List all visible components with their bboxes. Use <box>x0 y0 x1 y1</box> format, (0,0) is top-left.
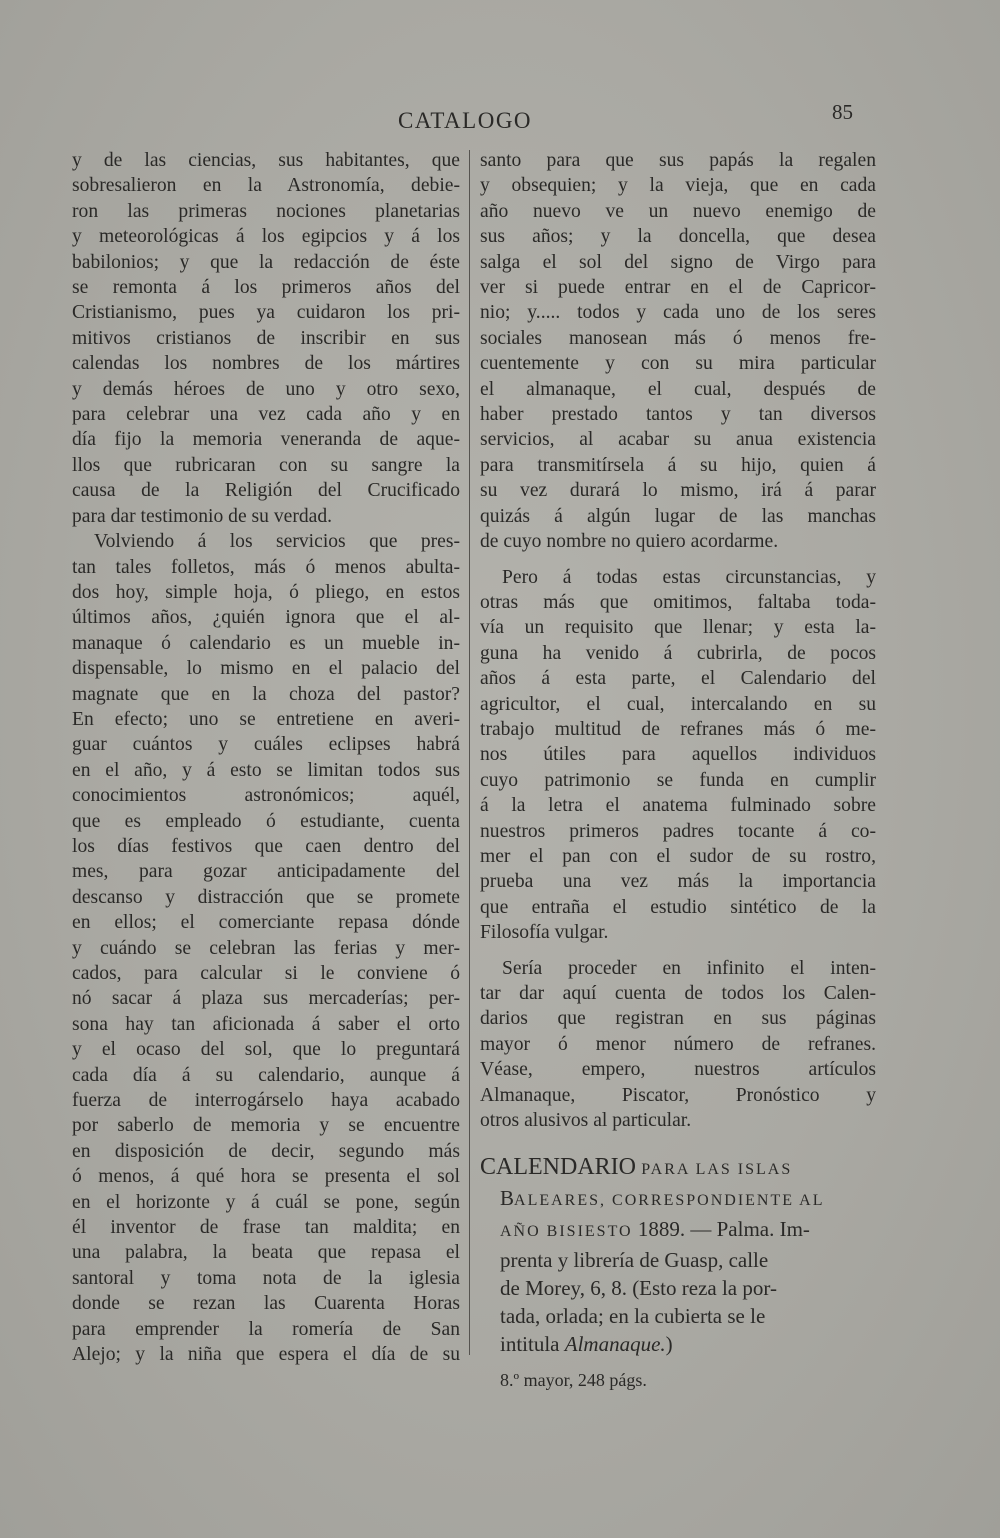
entry-italic: Almanaque. <box>564 1332 666 1357</box>
text-line: y meteorológicas á los egipcios y á los <box>72 226 460 248</box>
text-line: y el ocaso del sol, que lo preguntará <box>72 1039 460 1061</box>
text-line: sociales manosean más ó menos fre- <box>480 327 876 349</box>
page-number: 85 <box>832 100 853 124</box>
text-line: servicios, al acabar su anua existencia <box>480 429 876 451</box>
paragraph <box>480 565 876 946</box>
text-line: santo para que sus papás la regalen <box>480 150 876 171</box>
text-line: quizás á algún lugar de las manchas <box>480 505 876 527</box>
text-line: y cuándo se celebran las ferias y mer- <box>72 937 460 959</box>
entry-small-caps: AÑO BISIESTO <box>500 1223 633 1241</box>
text-line: Sería proceder en infinito el inten- <box>502 957 876 979</box>
text-line: Volviendo á los servicios que pres- <box>94 531 460 553</box>
text-line: el almanaque, el cual, después de <box>480 378 876 400</box>
entry-text: ) <box>665 1332 673 1357</box>
entry-text: prenta y librería de Guasp, calle <box>500 1248 769 1273</box>
text-line: mitivos cristianos de inscribir en sus <box>72 327 460 349</box>
text-line: santoral y toma nota de la iglesia <box>72 1267 460 1289</box>
text-line: para emprender la romería de San <box>72 1318 460 1340</box>
text-line: manaque ó calendario es un mueble in- <box>72 632 460 654</box>
column-divider <box>469 150 470 1355</box>
text-line: causa de la Religión del Crucificado <box>72 480 460 502</box>
text-line: cada día á su calendario, aunque á <box>72 1064 460 1086</box>
text-line: sobresalieron en la Astronomía, debie- <box>72 175 460 197</box>
left-column <box>72 148 460 1368</box>
text-line: donde se rezan las Cuarenta Horas <box>72 1293 460 1315</box>
entry-small-caps-initial: B <box>500 1186 515 1211</box>
text-line: calendas los nombres de los mártires <box>72 353 460 375</box>
text-line: ron las primeras nociones planetarias <box>72 200 460 222</box>
text-line: de cuyo nombre no quiero acordarme. <box>480 531 779 553</box>
text-line: que es empleado ó estudiante, cuenta <box>72 810 460 832</box>
text-line: babilonios; y que la redacción de éste <box>72 251 460 273</box>
text-line: trabajo multitud de refranes más ó me- <box>480 718 876 740</box>
text-line: salga el sol del signo de Virgo para <box>480 251 876 273</box>
text-line: día fijo la memoria veneranda de aque- <box>72 429 460 451</box>
paragraph <box>72 529 460 1367</box>
text-line: mayor ó menor número de refranes. <box>480 1033 876 1055</box>
text-line: en el año, y á esto se limitan todos sus <box>72 759 460 781</box>
text-line: guna ha venido á cubrirla, de pocos <box>480 642 876 664</box>
text-line: y de las ciencias, sus habitantes, que <box>72 150 460 171</box>
text-line: dispensable, lo mismo en el palacio del <box>72 658 460 680</box>
text-line: los días festivos que caen dentro del <box>72 835 460 857</box>
text-line: nó sacar á plaza sus mercaderías; per- <box>72 988 460 1010</box>
entry-small-caps: PARA LAS ISLAS <box>641 1161 793 1179</box>
text-line: darios que registran en sus páginas <box>480 1008 876 1030</box>
text-line: dos hoy, simple hoja, ó pliego, en estos <box>72 581 460 603</box>
text-line: para transmitírsela á su hijo, quien á <box>480 454 876 476</box>
text-line: una palabra, la beata que repasa el <box>72 1242 460 1264</box>
text-line: llos que rubricaran con su sangre la <box>72 454 460 476</box>
text-line: otras más que omitimos, faltaba toda- <box>480 591 876 613</box>
entry-text: intitula <box>500 1332 560 1357</box>
text-line: Alejo; y la niña que espera el día de su <box>72 1344 460 1366</box>
text-line: haber prestado tantos y tan diversos <box>480 404 876 426</box>
right-column <box>480 148 876 1394</box>
text-line: años á esta parte, el Calendario del <box>480 668 876 690</box>
text-line: y obsequien; y la vieja, que en cada <box>480 175 876 197</box>
entry-text: de Morey, 6, 8. (Esto reza la por- <box>500 1276 777 1301</box>
entry-text: tada, orlada; en la cubierta se le <box>500 1304 766 1329</box>
text-line: vía un requisito que llenar; y esta la- <box>480 617 876 639</box>
text-line: cuentemente y con su mira particular <box>480 353 876 375</box>
entry-text: 1889. — Palma. Im- <box>637 1217 810 1242</box>
running-head: CATALOGO <box>397 108 533 133</box>
text-line: En efecto; uno se entretiene en averi- <box>72 708 460 730</box>
text-line: ó menos, á qué hora se presenta el sol <box>72 1166 460 1188</box>
text-line: nos útiles para aquellos individuos <box>480 744 876 766</box>
text-line: tar dar aquí cuenta de todos los Calen- <box>480 983 876 1004</box>
text-line: Almanaque, Piscator, Pronóstico y <box>480 1084 876 1106</box>
text-line: agricultor, el cual, intercalando en su <box>480 693 876 715</box>
paragraph <box>480 956 876 1134</box>
entry-format: 8.º mayor, 248 págs. <box>500 1370 647 1391</box>
text-line: para celebrar una vez cada año y en <box>72 404 460 426</box>
text-line: año nuevo ve un nuevo enemigo de <box>480 200 876 222</box>
text-line: cuyo patrimonio se funda en cumplir <box>480 769 876 791</box>
text-line: conocimientos astronómicos; aquél, <box>72 785 460 807</box>
text-line: sona hay tan aficionada á saber el orto <box>72 1013 460 1035</box>
catalog-entry <box>480 1153 876 1358</box>
text-line: por saberlo de memoria y se encuentre <box>72 1115 460 1137</box>
text-line: magnate que en la choza del pastor? <box>72 683 460 705</box>
text-line: otros alusivos al particular. <box>480 1110 692 1132</box>
text-line: prueba una vez más la importancia <box>480 871 876 893</box>
text-line: Filosofía vulgar. <box>480 922 609 944</box>
text-line: descanso y distracción que se promete <box>72 886 460 908</box>
text-line: Véase, empero, nuestros artículos <box>480 1059 876 1081</box>
text-line: guar cuántos y cuáles eclipses habrá <box>72 734 460 756</box>
entry-headword: CALENDARIO <box>480 1154 636 1181</box>
text-line: fuerza de interrogárselo haya acabado <box>72 1090 460 1112</box>
text-line: Pero á todas estas circunstancias, y <box>502 566 876 588</box>
text-line: nuestros primeros padres tocante á co- <box>480 820 876 842</box>
text-line: se remonta á los primeros años del <box>72 277 460 299</box>
entry-small-caps: ALEARES, CORRESPONDIENTE AL <box>514 1192 825 1210</box>
text-line: que entraña el estudio sintético de la <box>480 896 876 918</box>
text-line: ver si puede entrar en el de Capricor- <box>480 277 876 299</box>
text-line: sus años; y la doncella, que desea <box>480 226 876 248</box>
text-line: tan tales folletos, más ó menos abulta- <box>72 556 460 578</box>
text-line: cados, para calcular si le conviene ó <box>72 963 460 984</box>
text-line: él inventor de frase tan maldita; en <box>72 1217 460 1239</box>
paragraph <box>480 148 876 555</box>
text-line: Cristianismo, pues ya cuidaron los pri- <box>72 302 460 324</box>
text-line: mer el pan con el sudor de su rostro, <box>480 845 876 867</box>
text-line: en ellos; el comerciante repasa dónde <box>72 912 460 934</box>
text-line: á la letra el anatema fulminado sobre <box>480 795 876 817</box>
text-line: para dar testimonio de su verdad. <box>72 505 333 527</box>
text-line: y demás héroes de uno y otro sexo, <box>72 378 460 400</box>
text-line: mes, para gozar anticipadamente del <box>72 861 460 883</box>
text-line: en disposición de decir, segundo más <box>72 1140 460 1162</box>
text-line: últimos años, ¿quién ignora que el al- <box>72 607 460 629</box>
text-line: su vez durará lo mismo, irá á parar <box>480 480 876 502</box>
paragraph <box>72 148 460 529</box>
text-line: nio; y..... todos y cada uno de los seres <box>480 302 876 324</box>
text-line: en el horizonte y á cuál se pone, según <box>72 1191 460 1213</box>
